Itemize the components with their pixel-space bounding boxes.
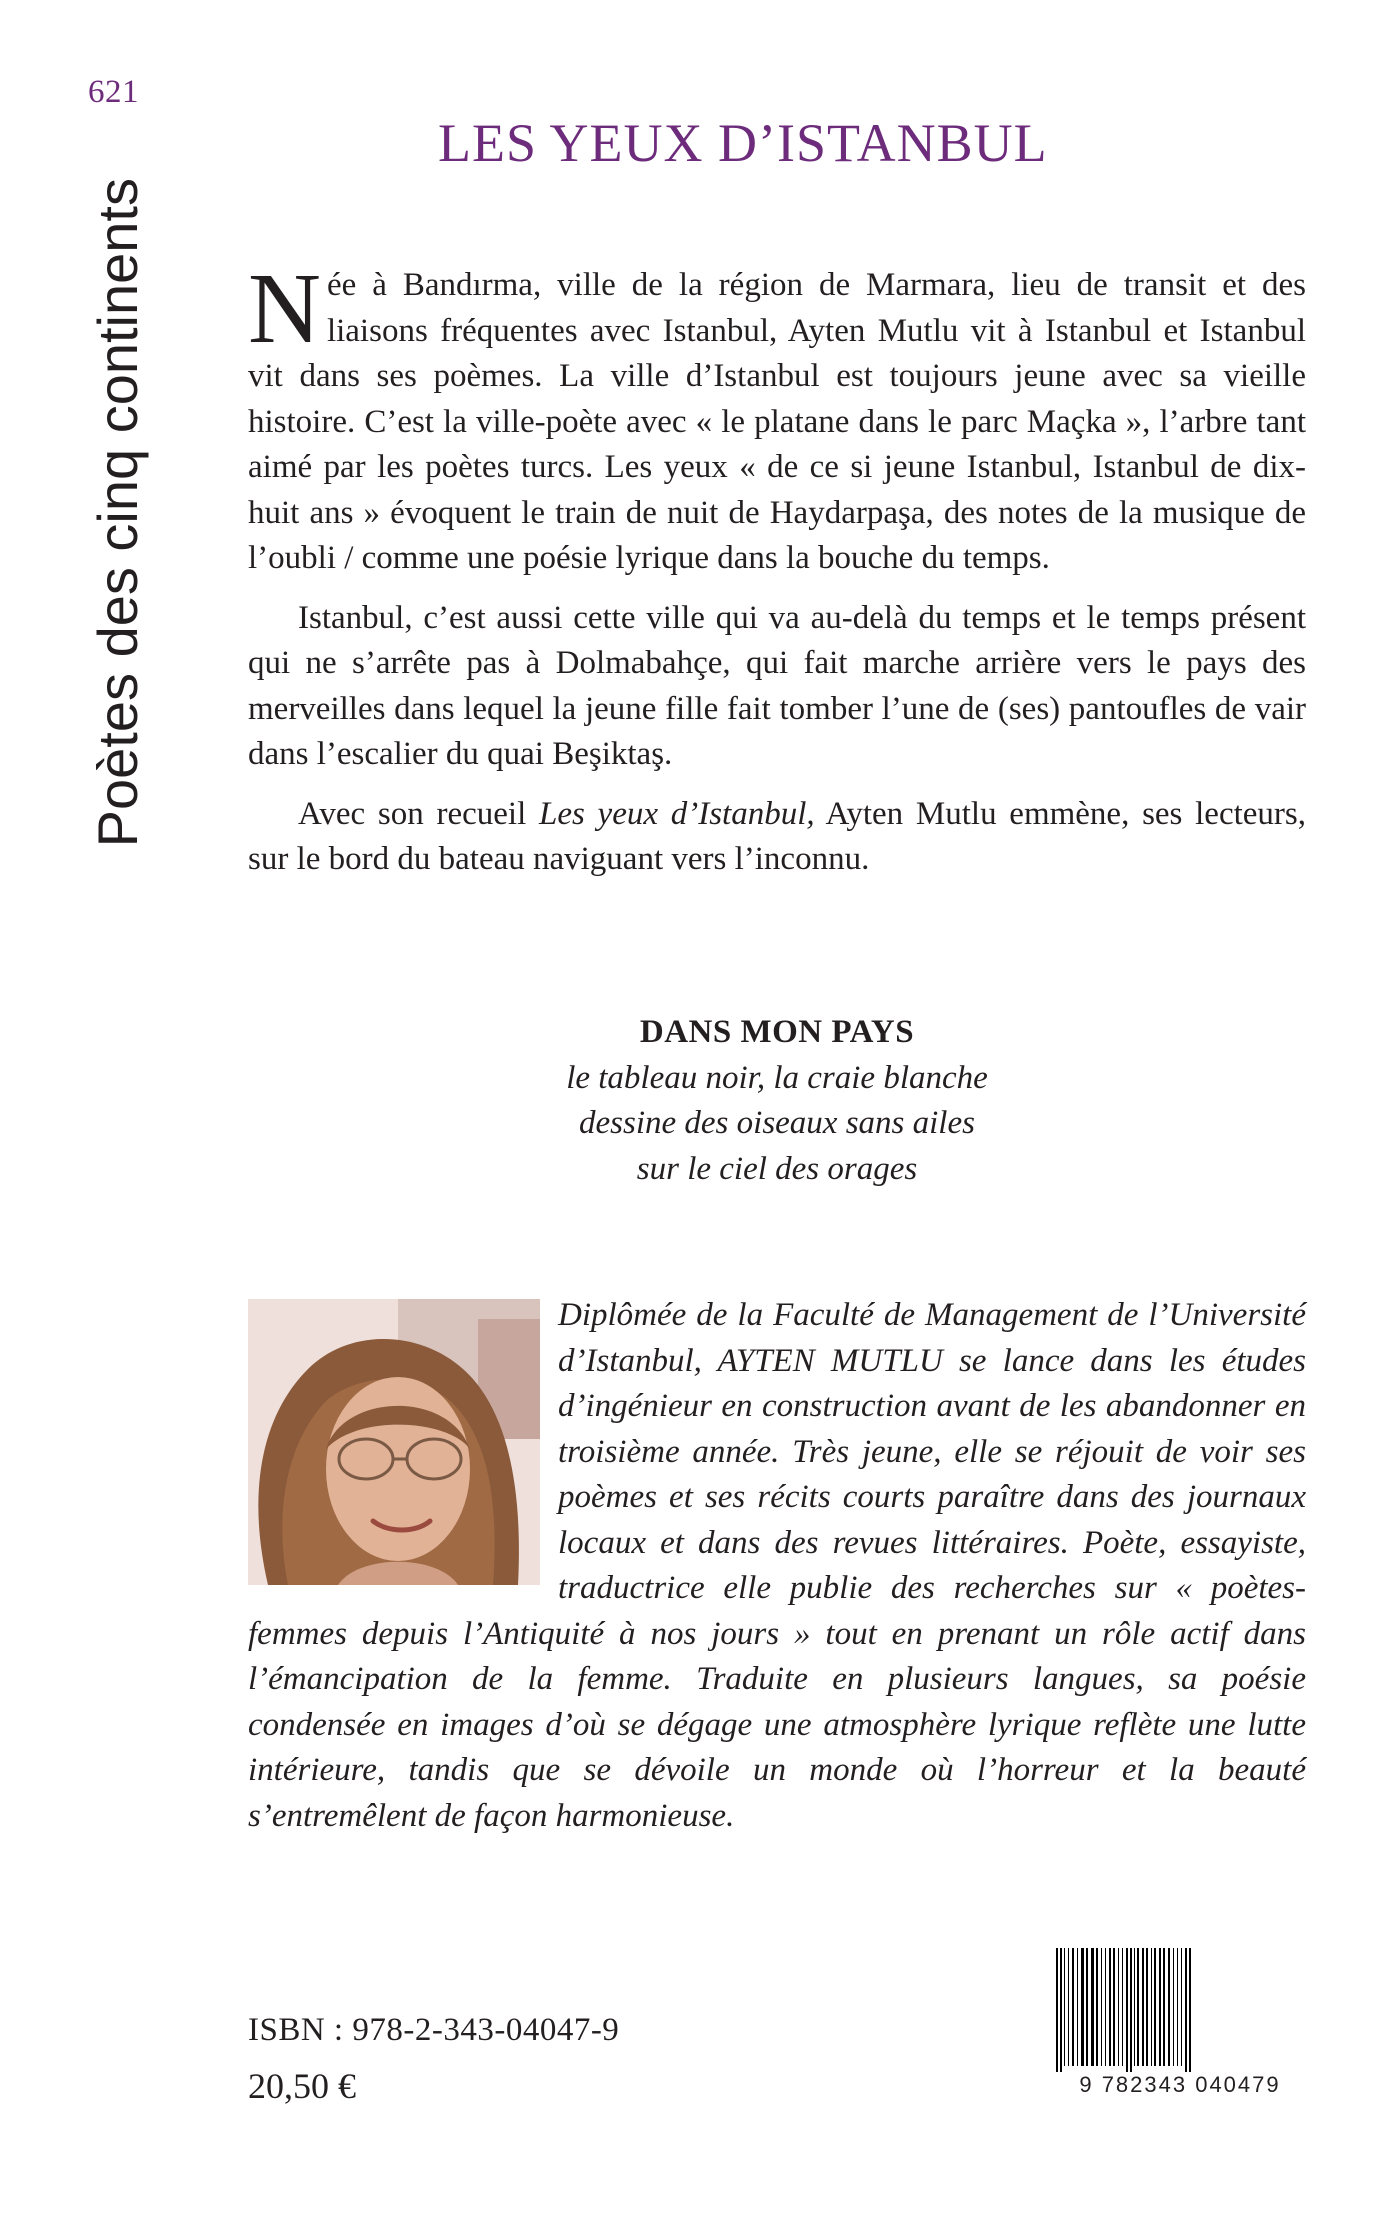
description-p3-after: Ayten Mutlu emmène, ses lecteurs, sur le bord du bateau naviguant vers l’inconnu. (248, 795, 1306, 877)
barcode-bar (1185, 1948, 1187, 2072)
barcode-bar (1134, 1948, 1135, 2066)
barcode-bar (1130, 1948, 1132, 2072)
barcode-bar (1159, 1948, 1161, 2066)
barcode-bar (1113, 1948, 1115, 2066)
barcode-bar (1081, 1948, 1084, 2066)
drop-cap: N (248, 252, 321, 364)
barcode-bar (1122, 1948, 1123, 2066)
poem-title: DANS MON PAYS (639, 1014, 915, 1050)
barcode-bar (1060, 1948, 1062, 2072)
barcode-bar (1077, 1948, 1078, 2066)
author-bio (248, 1293, 1306, 1839)
description-p3-before: Avec son recueil (298, 795, 539, 832)
author-photo (248, 1299, 540, 1585)
barcode-bar (1146, 1948, 1148, 2066)
barcode-bar (1181, 1948, 1182, 2066)
barcode-bar (1105, 1948, 1106, 2066)
barcode-bar (1064, 1948, 1065, 2066)
book-title: LES YEUX D’ISTANBUL (438, 113, 1048, 173)
barcode-bar (1151, 1948, 1152, 2066)
barcode-bar (1173, 1948, 1174, 2066)
poem-excerpt (248, 1010, 1306, 1192)
series-number: 621 (88, 74, 139, 110)
barcode-bars (1052, 1948, 1308, 2072)
author-bio-text: Diplômée de la Faculté de Management de l’Université d’Istanbul, AYTEN MUTLU se lance dans les études d’ingénieur en construction avant de les abandonner en troisième année. Très jeune, elle se réjouit de voir ses poèmes et ses récits courts paraître dans des journaux locaux et dans des revues littéraires. Poète, essayiste, traductrice elle publie des recherches sur « poètes-femmes depuis l’Antiquité à nos jours » tout en prenant un rôle actif dans l’émancipation de la femme. Traduite en plusieurs langues, sa poésie condensée en images d’où se dégage une atmosphère lyrique reflète une lutte intérieure, tandis que se dévoile un monde où l’horreur et la beauté s’entremêlent de façon harmonieuse. (248, 1297, 1306, 1834)
barcode-bar (1086, 1948, 1088, 2066)
series-name: Poètes des cinq continents (86, 178, 149, 848)
barcode-bar (1154, 1948, 1156, 2066)
barcode-bar (1109, 1948, 1111, 2066)
isbn: ISBN : 978-2-343-04047-9 (248, 2012, 620, 2048)
barcode-bar (1072, 1948, 1074, 2066)
barcode-bar (1126, 1948, 1128, 2072)
poem-line: le tableau noir, la craie blanche (566, 1059, 988, 1096)
barcode (1052, 1948, 1308, 2098)
description-paragraph-1 (248, 252, 1306, 582)
description (248, 252, 1306, 897)
description-paragraph-2: Istanbul, c’est aussi cette ville qui va au-delà du temps et le temps présent qui ne s’arrête pas à Dolmabahçe, qui fait marche arrière vers le pays des merveilles dans lequel la jeune fille fait tomber l’une de (ses) pantoufles de vair dans l’escalier du quai Beşiktaş. (248, 599, 1306, 772)
barcode-bar (1137, 1948, 1139, 2066)
barcode-bar (1168, 1948, 1170, 2066)
barcode-bar (1118, 1948, 1119, 2066)
poem-line: sur le ciel des orages (636, 1150, 918, 1187)
barcode-bar (1101, 1948, 1102, 2066)
barcode-digits: 9 782343 040479 (1079, 2072, 1281, 2097)
description-p1-text: ée à Bandırma, ville de la région de Marmara, lieu de transit et des liaisons fréquentes avec Istanbul, Ayten Mutlu vit à Istanbul et Istanbul vit dans ses poèmes. La ville d’Istanbul est toujours jeune avec sa vieille histoire. C’est la ville-poète avec « le platane dans le parc Maçka », l’arbre tant aimé par les poètes turcs. Les yeux « de ce si jeune Istanbul, Istanbul de dix-huit ans » évoquent le train de nuit de Haydarpaşa, des notes de la musique de l’oubli / comme une poésie lyrique dans la bouche du temps. (248, 267, 1306, 576)
barcode-bar (1189, 1948, 1191, 2072)
barcode-bar (1163, 1948, 1165, 2066)
barcode-bar (1177, 1948, 1178, 2066)
barcode-bar (1142, 1948, 1144, 2066)
collection-title: Les yeux d’Istanbul, (538, 795, 815, 832)
description-paragraph-3 (248, 792, 1306, 883)
barcode-bar (1068, 1948, 1069, 2066)
poem-line: dessine des oiseaux sans ailes (579, 1105, 975, 1141)
barcode-bar (1091, 1948, 1094, 2066)
barcode-bar (1096, 1948, 1098, 2066)
price: 20,50 € (248, 2066, 356, 2106)
barcode-bar (1056, 1948, 1058, 2072)
